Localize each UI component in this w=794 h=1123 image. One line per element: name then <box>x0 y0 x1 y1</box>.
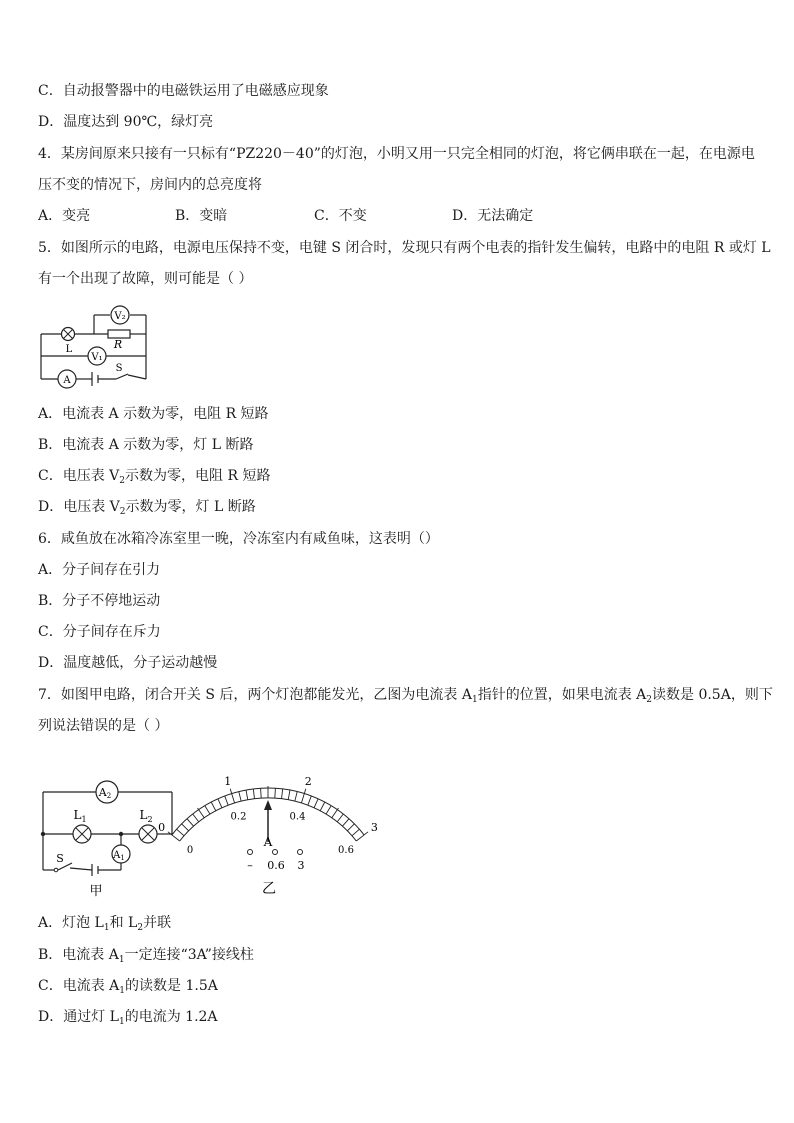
q5-option-d: D．电压表 $V_2$示数为零，灯 L 断路 <box>38 499 256 517</box>
dial-tick <box>301 789 305 803</box>
dial-tick <box>187 819 194 826</box>
q7-circuit-jia <box>36 772 178 900</box>
l-label: L <box>65 344 73 355</box>
q5-circuit-diagram <box>36 302 152 386</box>
dial-tick <box>352 829 360 836</box>
l1-label: $L_1$ <box>73 808 87 824</box>
dial-tick <box>347 824 354 831</box>
dial-inner-label: 0.4 <box>289 811 306 823</box>
dial-tick <box>230 789 234 803</box>
caption-yi: 乙 <box>262 881 276 897</box>
q5-stem-line2: 有一个出现了故障，则可能是（ ） <box>38 271 253 287</box>
q7-option-b: B．电流表 $A_1$一定连接“3A”接线柱 <box>38 947 254 965</box>
dial-tick <box>326 806 331 815</box>
dial-tick <box>205 806 210 815</box>
dial-tick <box>337 814 343 822</box>
dial-tick <box>193 814 199 822</box>
q7-stem-line2: 列说法错误的是（ ） <box>38 718 169 734</box>
dial-outer-label: 3 <box>370 820 378 834</box>
dial-tick <box>314 799 318 808</box>
q3-option-c: C．自动报警器中的电磁铁运用了电磁感应现象 <box>38 83 329 99</box>
q6-stem: 6．咸鱼放在冰箱冷冻室里一晚，冷冻室内有咸鱼味，这表明（） <box>38 531 439 547</box>
q3-option-d: D．温度达到 90℃，绿灯亮 <box>38 114 214 130</box>
dial-tick <box>342 819 349 826</box>
dial-tick <box>225 796 229 805</box>
r-label: R <box>113 338 123 351</box>
dial-inner-label: 0.6 <box>338 845 354 856</box>
a1-label: $A_1$ <box>113 850 125 862</box>
q4-options <box>38 206 738 226</box>
caption-jia: 甲 <box>89 884 103 899</box>
q5-option-c: C．电压表 $V_2$示数为零，电阻 R 短路 <box>38 468 271 486</box>
q5-stem-line1: 5．如图所示的电路，电源电压保持不变，电键 S 闭合时，发现只有两个电表的指针发生偏转，电路中的电阻 R 或灯 L <box>38 240 771 256</box>
q6-option-d: D．温度越低，分子运动越慢 <box>38 655 218 671</box>
terminal-minus: – <box>247 859 253 872</box>
dial-tick <box>218 799 222 808</box>
dial-inner-label: 0.2 <box>230 811 247 823</box>
q4-stem-line2: 压不变的情况下，房间内的总亮度将 <box>38 177 262 193</box>
dial-tick <box>246 790 248 800</box>
s-label: S <box>56 852 64 865</box>
q4-option-c: C．不变 <box>314 208 367 224</box>
v1-label: V₁ <box>91 352 103 363</box>
q6-option-a: A．分子间存在引力 <box>38 562 161 578</box>
q7-stem-line1: 7．如图甲电路，闭合开关 S 后，两个灯泡都能发光，乙图为电流表 $A_1$指针的位置，如果电流表 $A_2$读数是 0.5A，则下 <box>38 687 773 705</box>
q7-option-d: D．通过灯 $L_1$的电流为 1.2A <box>38 1009 218 1027</box>
dial-outer-label: 1 <box>224 775 232 789</box>
s-label: S <box>115 363 123 374</box>
q5-option-a: A．电流表 A 示数为零，电阻 R 短路 <box>38 406 269 422</box>
dial-tick <box>239 792 241 802</box>
dial-tick <box>253 789 254 799</box>
q5-option-b: B．电流表 A 示数为零，灯 L 断路 <box>38 437 254 453</box>
q6-option-b: B．分子不停地运动 <box>38 593 161 609</box>
dial-tick <box>275 788 276 798</box>
a2-label: A2 <box>98 786 112 800</box>
dial-outer-label: 0 <box>158 820 166 834</box>
q6-option-c: C．分子间存在斥力 <box>38 624 161 640</box>
q4-option-a: A．变亮 <box>38 208 91 224</box>
dial-tick <box>320 802 325 811</box>
dial-tick <box>182 824 189 831</box>
q4-option-d: D．无法确定 <box>452 208 534 224</box>
l2-label: $L_2$ <box>139 808 153 824</box>
dial-tick <box>211 802 216 811</box>
q7-option-a: A．灯泡 $L_1$和 $L_2$并联 <box>38 915 172 933</box>
dial-unit: A <box>263 835 273 849</box>
dial-outer-label: 2 <box>304 775 312 789</box>
q4-option-b: B．变暗 <box>175 208 228 224</box>
dial-tick <box>308 796 312 805</box>
q7-ammeter-dial-yi <box>158 760 378 900</box>
dial-tick <box>288 790 290 800</box>
dial-inner-label: 0 <box>186 845 194 856</box>
q4-stem-line1: 4．某房间原来只接有一只标有“PZ220－40”的灯泡，小明又用一只完全相同的灯泡，将它俩串联在一起，在电源电 <box>38 146 755 162</box>
dial-tick <box>261 788 262 798</box>
terminal-0-6: 0.6 <box>267 859 285 872</box>
dial-tick <box>295 792 297 802</box>
dial-tick <box>282 789 283 799</box>
q7-option-c: C．电流表 $A_1$的读数是 1.5A <box>38 978 218 996</box>
terminal-3: 3 <box>297 859 305 872</box>
v2-label: V₂ <box>114 311 126 322</box>
a-label: A <box>63 375 71 386</box>
